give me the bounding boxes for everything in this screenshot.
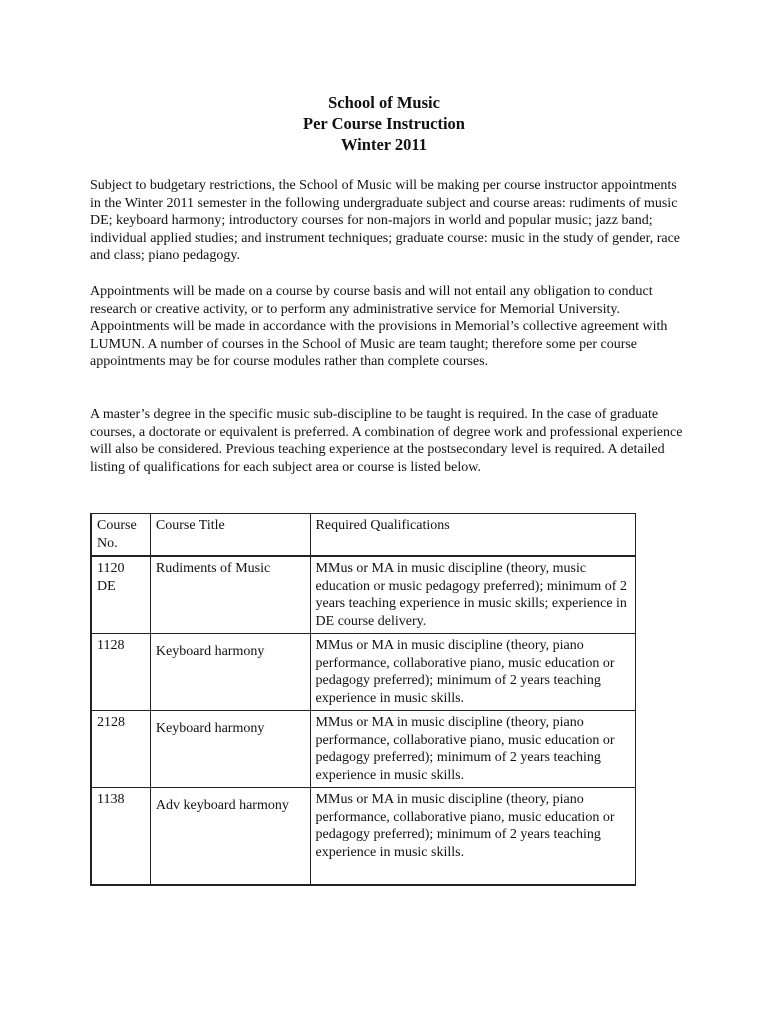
cell-qualifications: MMus or MA in music discipline (theory, music education or music pedagogy preferred); minimum of 2 years teaching experience in music skills; experience in DE course delivery.	[310, 556, 635, 634]
table-row	[91, 788, 636, 886]
title-line-term: Winter 2011	[340, 135, 428, 154]
header-required-qualifications: Required Qualifications	[310, 514, 635, 557]
cell-course-no: 1120 DE	[91, 556, 150, 634]
cell-course-no: 1128	[91, 634, 150, 711]
paragraph-appointments: Appointments will be made on a course by course basis and will not entail any obligation to conduct research or creative activity, or to perform any administrative service for Memorial University. Appointments will be made in accordance with the provisions in Memorial’s collective agreement with LUMUN. A number of courses in the School of Music are team taught; therefore some per course appointments may be for course modules rather than complete courses.	[90, 284, 668, 369]
cell-course-no: 2128	[91, 711, 150, 788]
table-row	[91, 556, 636, 634]
table-row	[91, 711, 636, 788]
cell-course-title: Adv keyboard harmony	[150, 788, 310, 886]
table-header-row	[91, 514, 636, 557]
cell-qualifications: MMus or MA in music discipline (theory, piano performance, collaborative piano, music education or pedagogy preferred); minimum of 2 years teaching experience in music skills.	[310, 711, 635, 788]
cell-qualifications: MMus or MA in music discipline (theory, piano performance, collaborative piano, music education or pedagogy preferred); minimum of 2 years teaching experience in music skills.	[310, 634, 635, 711]
cell-course-title: Rudiments of Music	[150, 556, 310, 634]
header-course-title: Course Title	[150, 514, 310, 557]
cell-course-title: Keyboard harmony	[150, 634, 310, 711]
cell-qualifications: MMus or MA in music discipline (theory, piano performance, collaborative piano, music education or pedagogy preferred); minimum of 2 years teaching experience in music skills.	[310, 788, 635, 886]
cell-course-no: 1138	[91, 788, 150, 886]
paragraph-qualifications: A master’s degree in the specific music sub-discipline to be taught is required. In the case of graduate courses, a doctorate or equivalent is preferred. A combination of degree work and professional experience will also be considered. Previous teaching experience at the postsecondary level is required. A detailed listing of qualifications for each subject area or course is listed below.	[90, 407, 683, 475]
header-course-no: Course No.	[91, 514, 150, 557]
cell-course-title: Keyboard harmony	[150, 711, 310, 788]
qualifications-table	[90, 513, 636, 886]
document-title	[0, 92, 768, 155]
title-line-school: School of Music	[328, 93, 440, 112]
table-row	[91, 634, 636, 711]
title-line-instruction: Per Course Instruction	[303, 114, 465, 133]
paragraph-budget: Subject to budgetary restrictions, the School of Music will be making per course instructor appointments in the Winter 2011 semester in the following undergraduate subject and course areas: rudiments of music DE; keyboard harmony; introductory courses for non-majors in world and popular music; jazz band; individual applied studies; and instrument techniques; graduate course: music in the study of gender, race and class; piano pedagogy.	[90, 178, 681, 263]
